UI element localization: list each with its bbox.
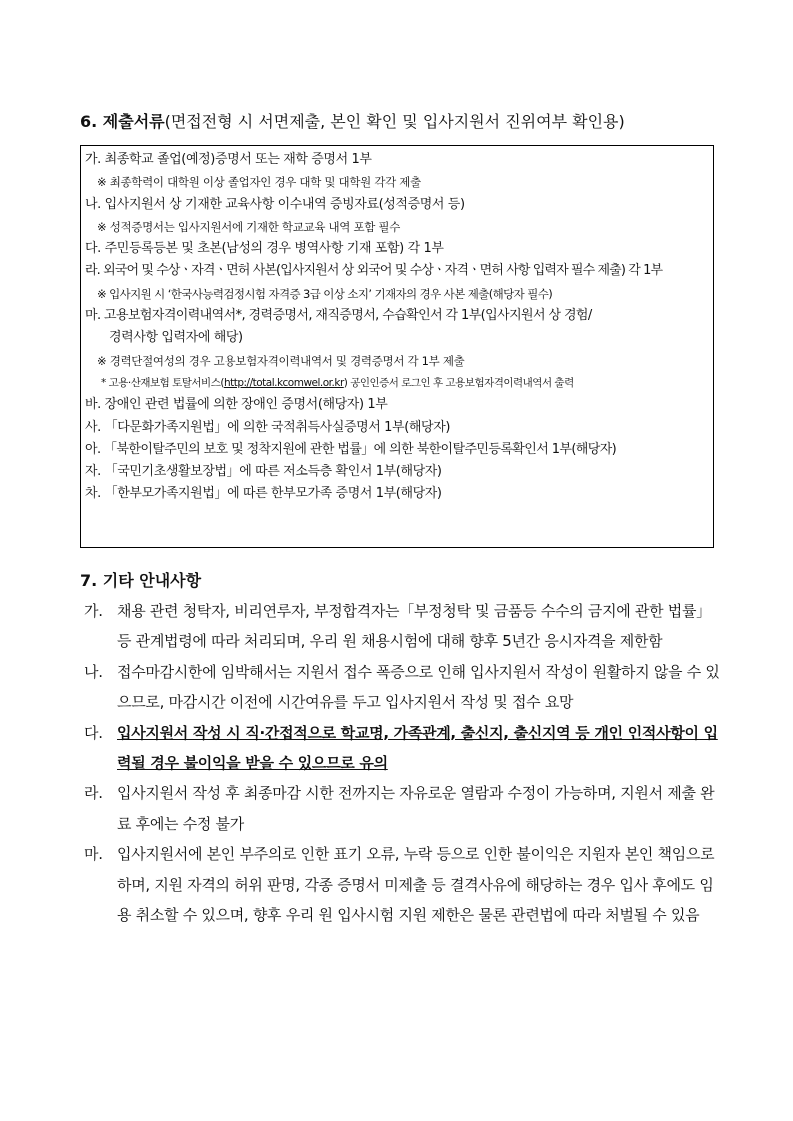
doc-item-a: 아. 「북한이탈주민의 보호 및 정착지원에 관한 법률」에 의한 북한이탈주민등록확인서 1부(해당자)	[85, 441, 617, 457]
doc-item-ga: 가. 최종학교 졸업(예정)증명서 또는 재학 증명서 1부	[85, 152, 372, 167]
doc-item-ja: 자. 「국민기초생활보장법」에 따른 저소득층 확인서 1부(해당자)	[85, 464, 442, 480]
section-7-title: 7. 기타 안내사항	[80, 571, 202, 590]
doc-item-cha: 차. 「한부모가족지원법」에 따른 한부모가족 증명서 1부(해당자)	[85, 486, 442, 502]
section-6-subtitle: (면접전형 시 서면제출, 본인 확인 및 입사지원서 진위여부 확인용)	[164, 112, 625, 131]
notice-list	[84, 596, 724, 930]
notice-item	[84, 657, 724, 718]
item-marker: 라.	[84, 784, 103, 803]
doc-item-da: 다. 주민등록등본 및 초본(남성의 경우 병역사항 기재 포함) 각 1부	[85, 241, 444, 257]
doc-item-sa: 사. 「다문화가족지원법」에 의한 국적취득사실증명서 1부(해당자)	[85, 419, 451, 435]
total-service-link[interactable]: http://total.kcomwel.or.kr	[223, 376, 344, 389]
doc-note: ※ 경력단절여성의 경우 고용보험자격이력내역서 및 경력증명서 각 1부 제출	[97, 353, 465, 368]
item-marker: 가.	[84, 602, 103, 620]
required-documents-box	[80, 145, 714, 548]
doc-footnote	[85, 372, 713, 394]
doc-item-ma: 마. 고용보험자격이력내역서*, 경력증명서, 재직증명서, 수습확인서 각 1부(입사지원서 상 경험/	[85, 308, 592, 324]
notice-item	[84, 839, 724, 930]
footnote-text-after: ) 공인인증서 로그인 후 고용보험자격이력내역서 출력	[343, 376, 574, 389]
item-marker: 나.	[84, 662, 103, 681]
section-6-title: 6. 제출서류	[80, 112, 165, 131]
item-text: 접수마감시한에 임박해서는 지원서 접수 폭증으로 인해 입사지원서 작성이 원활하지 않을 수 있으므로, 마감시간 이전에 시간여유를 두고 입사지원서 작성 및 접수 요망	[117, 662, 720, 712]
doc-note: ※ 최종학력이 대학원 이상 졸업자인 경우 대학 및 대학원 각각 제출	[97, 175, 421, 190]
notice-item	[84, 778, 724, 839]
item-marker: 마.	[84, 845, 103, 864]
item-marker: 다.	[84, 723, 103, 742]
section-6-heading	[80, 111, 740, 133]
notice-item	[84, 596, 724, 657]
item-text: 입사지원서 작성 시 직·간접적으로 학교명, 가족관계, 출신지, 출신지역 등 개인 인적사항이 입력될 경우 불이익을 받을 수 있으므로 유의	[117, 723, 718, 773]
notice-item-emphasized	[84, 718, 724, 779]
item-text: 채용 관련 청탁자, 비리연루자, 부정합격자는「부정청탁 및 금품등 수수의 금지에 관한 법률」등 관계법령에 따라 처리되며, 우리 원 채용시험에 대해 향후 5년간 응시자격을 제한함	[117, 602, 711, 651]
doc-note: ※ 입사지원 시 ‘한국사능력검정시험 자격증 3급 이상 소지’ 기재자의 경우 사본 제출(해당자 필수)	[97, 286, 553, 301]
doc-item-na: 나. 입사지원서 상 기재한 교육사항 이수내역 증빙자료(성적증명서 등)	[85, 196, 465, 212]
doc-note: ※ 성적증명서는 입사지원서에 기재한 학교교육 내역 포함 필수	[97, 219, 401, 234]
doc-item-ra: 라. 외국어 및 수상ㆍ자격ㆍ면허 사본(입사지원서 상 외국어 및 수상ㆍ자격ㆍ면허 사항 입력자 필수 제출) 각 1부	[85, 263, 663, 279]
doc-item-ma-continued: 경력사항 입력자에 해당)	[109, 330, 243, 346]
footnote-text-before: * 고용·산재보험 토탈서비스(	[101, 376, 224, 389]
item-text: 입사지원서에 본인 부주의로 인한 표기 오류, 누락 등으로 인한 불이익은 지원자 본인 책임으로 하며, 지원 자격의 허위 판명, 각종 증명서 미제출 등 결격사유에 해당하는 경우 입사 후에도 임용 취소할 수 있으며, 향후 우리 원 입사시험 지원 제한은 물론 관련법에 따라 처벌될 수 있음	[117, 845, 715, 925]
item-text: 입사지원서 작성 후 최종마감 시한 전까지는 자유로운 열람과 수정이 가능하며, 지원서 제출 완료 후에는 수정 불가	[117, 784, 715, 833]
doc-item-ba: 바. 장애인 관련 법률에 의한 장애인 증명서(해당자) 1부	[85, 397, 388, 413]
